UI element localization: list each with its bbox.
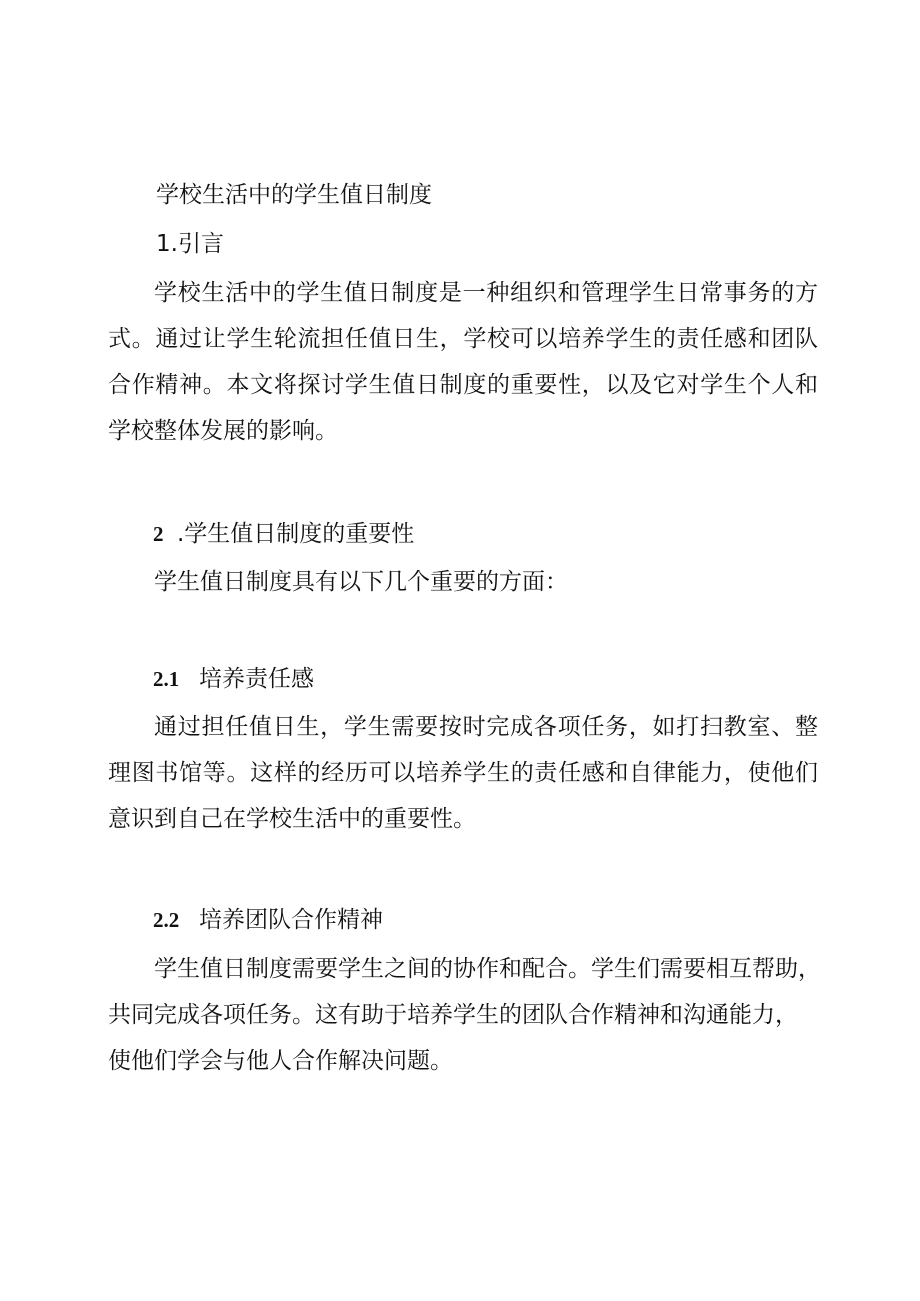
section-2-title: .学生值日制度的重要性 [177, 521, 415, 547]
section-2-1-body: 通过担任值日生，学生需要按时完成各项任务，如打扫教室、整理图书馆等。这样的经历可以培养学生的责任感和自律能力，使他们意识到自己在学校生活中的重要性。 [108, 714, 818, 832]
section-2-1-heading [153, 664, 314, 694]
section-1-heading: 1.引言 [156, 231, 224, 257]
section-2-1-title: 培养责任感 [199, 666, 314, 692]
section-1-body: 学校生活中的学生值日制度是一种组织和管理学生日常事务的方式。通过让学生轮流担任值日生，学校可以培养学生的责任感和团队合作精神。本文将探讨学生值日制度的重要性，以及它对学生个人和学校整体发展的影响。 [108, 280, 818, 444]
section-2-2-body-line-2: 共同完成各项任务。这有助于培养学生的团队合作精神和沟通能力， [108, 1002, 798, 1028]
section-2-2-number: 2.2 [153, 908, 180, 932]
section-2-2-body-line-1: 学生值日制度需要学生之间的协作和配合。学生们需要相互帮助， [154, 956, 821, 982]
section-2-2-body-line-3: 使他们学会与他人合作解决问题。 [108, 1048, 453, 1074]
section-2-heading [153, 519, 414, 549]
section-2-2-title: 培养团队合作精神 [199, 907, 383, 933]
section-2-1-number: 2.1 [153, 667, 180, 691]
section-2-2-heading [153, 905, 383, 935]
section-2-number: 2 [153, 522, 164, 546]
section-2-intro: 学生值日制度具有以下几个重要的方面： [154, 569, 568, 595]
document-title: 学校生活中的学生值日制度 [156, 182, 432, 208]
